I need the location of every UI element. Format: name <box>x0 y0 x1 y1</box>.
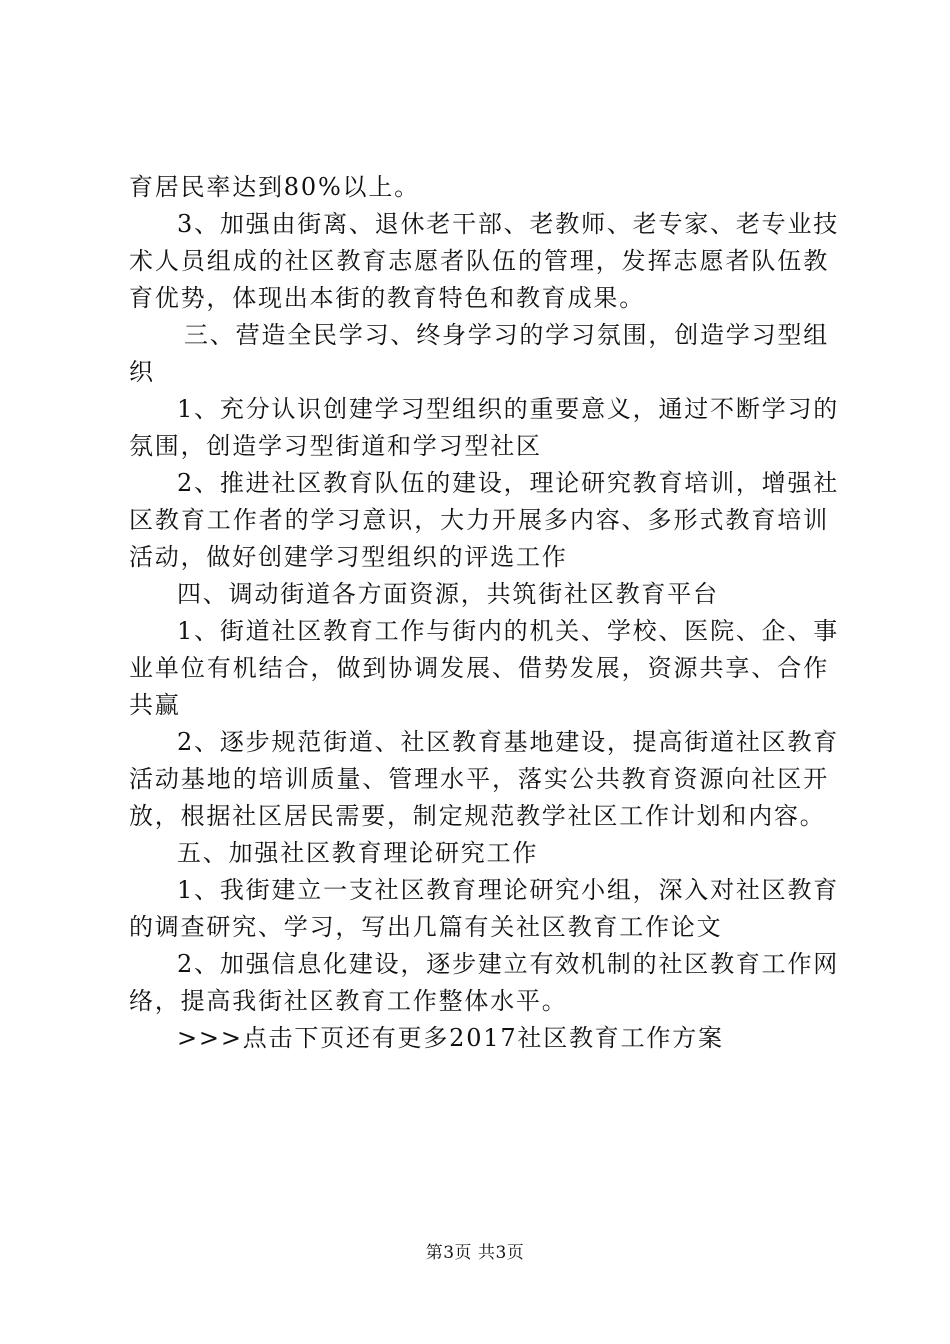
text-line: 活动，做好创建学习型组织的评选工作 <box>129 543 568 571</box>
text-line: 术人员组成的社区教育志愿者队伍的管理，发挥志愿者队伍教 <box>129 247 829 275</box>
text-line: 育居民率达到80%以上。 <box>129 173 420 201</box>
text-line: 1、我街建立一支社区教育理论研究小组，深入对社区教育 <box>177 876 840 904</box>
text-line: 育优势，体现出本街的教育特色和教育成果。 <box>129 284 645 312</box>
text-line: 3、加强由街离、退休老干部、老教师、老专家、老专业技 <box>177 210 840 238</box>
text-line: 1、街道社区教育工作与街内的机关、学校、医院、企、事 <box>177 617 840 645</box>
text-line: 放，根据社区居民需要，制定规范教学社区工作计划和内容。 <box>129 802 826 830</box>
section-heading: 四、调动街道各方面资源，共筑街社区教育平台 <box>177 580 719 608</box>
text-line: 2、逐步规范街道、社区教育基地建设，提高街道社区教育 <box>177 728 840 756</box>
next-page-link[interactable]: >>>点击下页还有更多2017社区教育工作方案 <box>177 1024 724 1052</box>
text-line: 共赢 <box>129 691 181 719</box>
section-heading: 三、营造全民学习、终身学习的学习氛围，创造学习型组 <box>184 321 829 349</box>
text-line: 氛围，创造学习型街道和学习型社区 <box>129 432 542 460</box>
text-line: 1、充分认识创建学习型组织的重要意义，通过不断学习的 <box>177 395 840 423</box>
page-number-footer: 第3页 共3页 <box>425 1243 525 1263</box>
text-line: 2、加强信息化建设，逐步建立有效机制的社区教育工作网 <box>177 950 840 978</box>
text-line: 织 <box>129 358 155 386</box>
section-heading: 五、加强社区教育理论研究工作 <box>177 839 539 867</box>
text-line: 2、推进社区教育队伍的建设，理论研究教育培训，增强社 <box>177 469 840 497</box>
text-line: 业单位有机结合，做到协调发展、借势发展，资源共享、合作 <box>129 654 829 682</box>
text-line: 络，提高我街社区教育工作整体水平。 <box>129 987 568 1015</box>
text-line: 的调查研究、学习，写出几篇有关社区教育工作论文 <box>129 913 723 941</box>
text-line: 区教育工作者的学习意识，大力开展多内容、多形式教育培训 <box>129 506 829 534</box>
text-line: 活动基地的培训质量、管理水平，落实公共教育资源向社区开 <box>129 765 829 793</box>
